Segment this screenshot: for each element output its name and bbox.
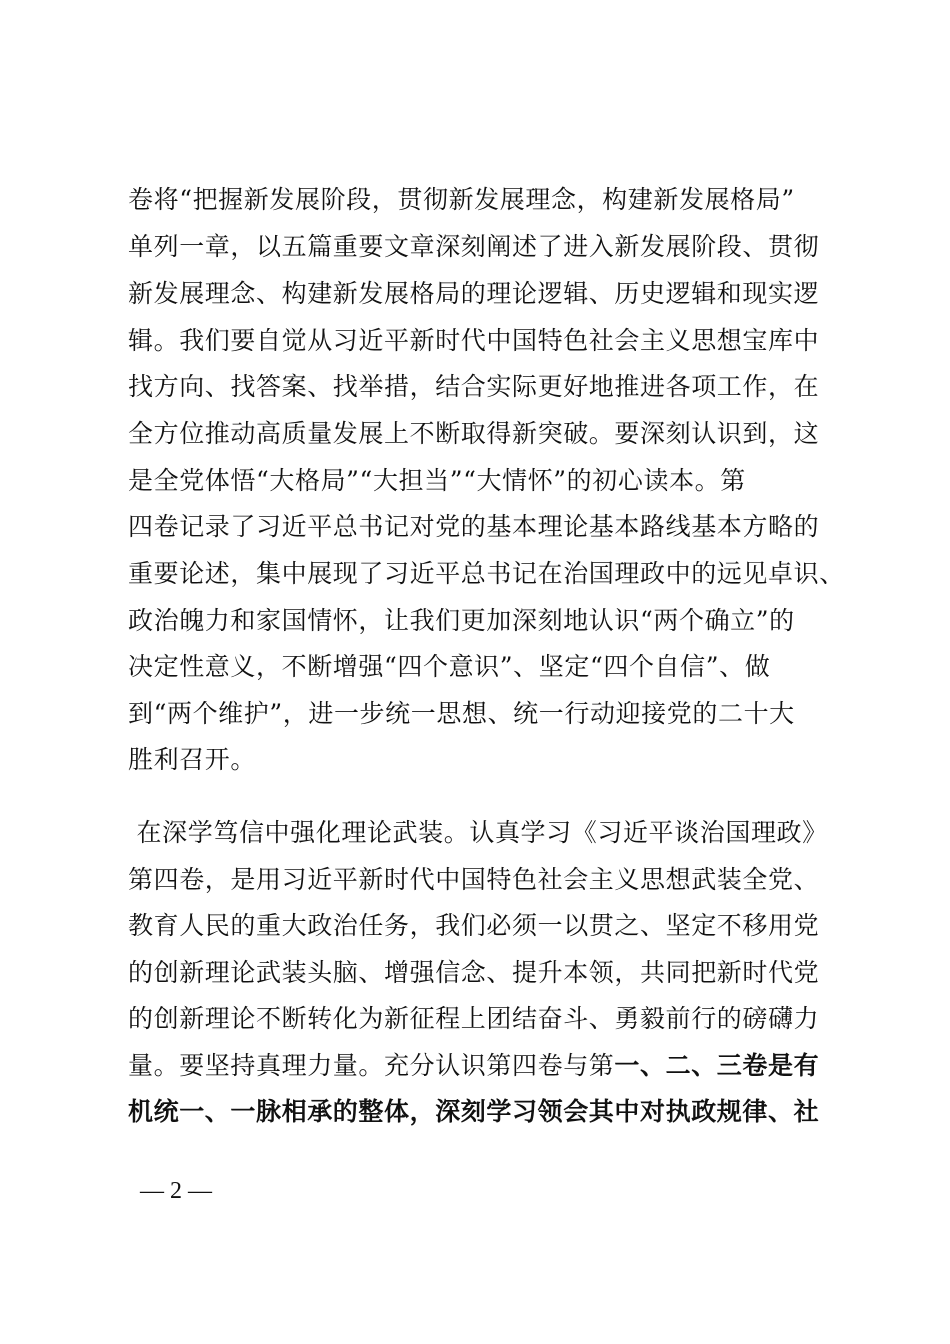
- text-line: 到“两个维护”，进一步统一思想、统一行动迎接党的二十大: [128, 699, 795, 728]
- text-line: 的创新理论不断转化为新征程上团结奋斗、勇毅前行的磅礴力: [128, 1004, 820, 1033]
- text-line: 是全党体悟“大格局”“大担当”“大情怀”的初心读本。第: [128, 466, 746, 495]
- text-segment-bold: 一、二、三卷是有: [614, 1051, 820, 1080]
- text-line-bold: 机统一、一脉相承的整体，深刻学习领会其中对执政规律、社: [128, 1097, 820, 1126]
- text-line: 决定性意义，不断增强“四个意识”、坚定“四个自信”、做: [128, 652, 771, 681]
- text-line: 卷将“把握新发展阶段，贯彻新发展理念，构建新发展格局”: [128, 185, 795, 214]
- text-line: 新发展理念、构建新发展格局的理论逻辑、历史逻辑和现实逻: [128, 279, 820, 308]
- text-line: 辑。我们要自觉从习近平新时代中国特色社会主义思想宝库中: [128, 326, 820, 355]
- text-line: 政治魄力和家国情怀，让我们更加深刻地认识“两个确立”的: [128, 606, 795, 635]
- text-line-mixed: [128, 1048, 838, 1084]
- text-line: 教育人民的重大政治任务，我们必须一以贯之、坚定不移用党: [128, 911, 820, 940]
- text-line: 胜利召开。: [128, 745, 257, 774]
- text-line: 找方向、找答案、找举措，结合实际更好地推进各项工作，在: [128, 372, 820, 401]
- page-number: — 2 —: [140, 1178, 212, 1204]
- text-line: 单列一章，以五篇重要文章深刻阐述了进入新发展阶段、贯彻: [128, 232, 820, 261]
- text-line: 重要论述，集中展现了习近平总书记在治国理政中的远见卓识、: [128, 559, 845, 588]
- text-line: 第四卷，是用习近平新时代中国特色社会主义思想武装全党、: [128, 865, 820, 894]
- text-line: 全方位推动高质量发展上不断取得新突破。要深刻认识到，这: [128, 419, 820, 448]
- text-line: 在深学笃信中强化理论武装。认真学习《习近平谈治国理政》: [128, 818, 828, 847]
- text-segment-normal: 量。要坚持真理力量。充分认识第四卷与第: [128, 1051, 615, 1080]
- text-line: 四卷记录了习近平总书记对党的基本理论基本路线基本方略的: [128, 512, 820, 541]
- text-line: 的创新理论武装头脑、增强信念、提升本领，共同把新时代党: [128, 958, 820, 987]
